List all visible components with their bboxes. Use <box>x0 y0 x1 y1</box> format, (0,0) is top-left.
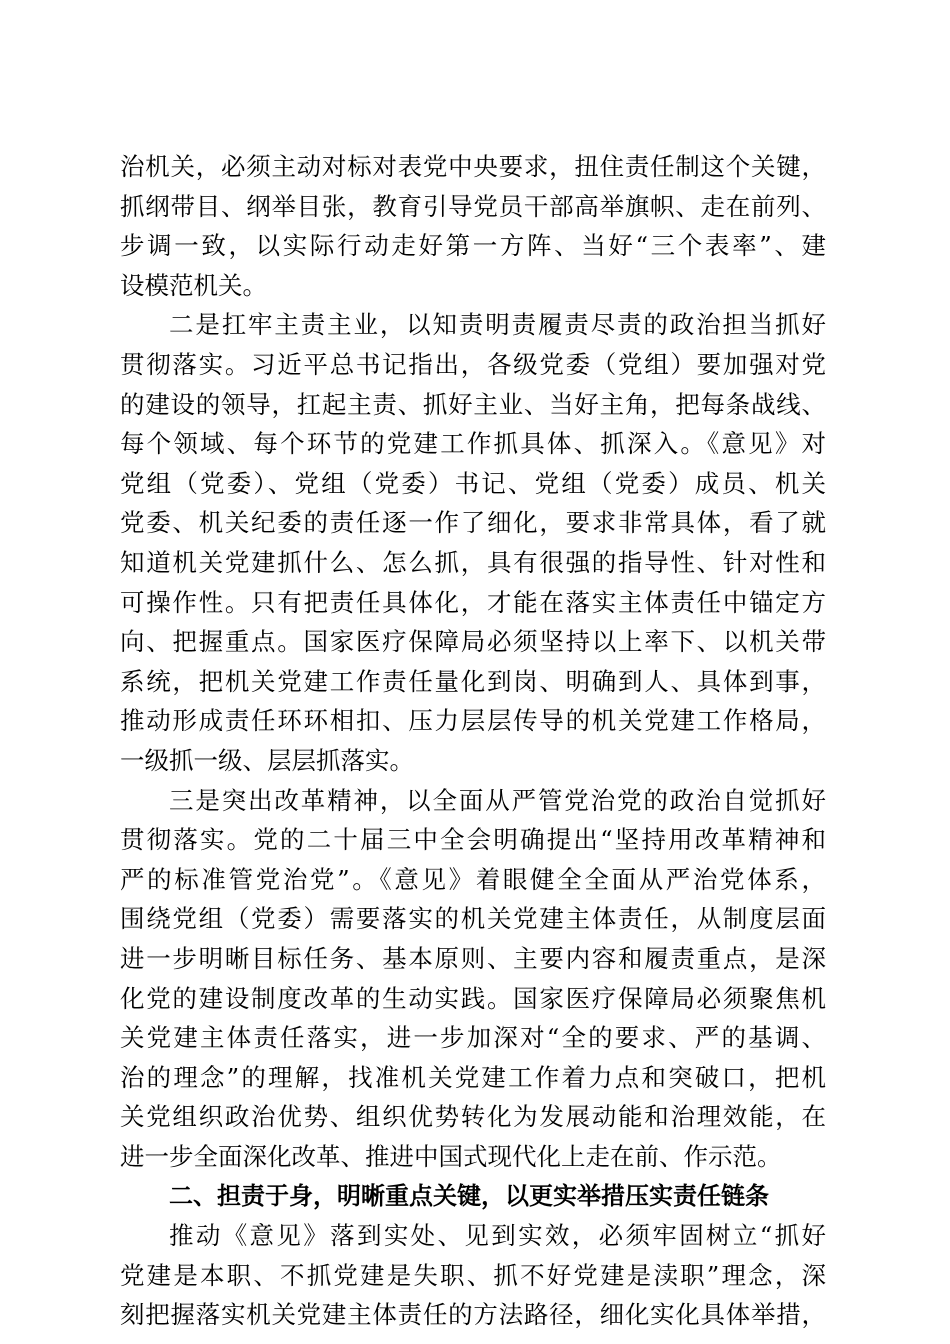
text-line: 知道机关党建抓什么、怎么抓，具有很强的指导性、针对性和 <box>120 548 826 577</box>
text-line: 治机关，必须主动对标对表党中央要求，扭住责任制这个关键， <box>120 152 826 181</box>
text-line: 关党建主体责任落实，进一步加深对“全的要求、严的基调、 <box>120 1023 826 1053</box>
paragraph-first-line: 推动《意见》落到实处、见到实效，必须牢固树立“抓好 <box>169 1221 826 1251</box>
text-line: 推动形成责任环环相扣、压力层层传导的机关党建工作格局， <box>120 706 826 736</box>
text-line: 一级抓一级、层层抓落实。 <box>120 746 414 775</box>
text-line: 围绕党组（党委）需要落实的机关党建主体责任，从制度层面 <box>120 904 826 934</box>
text-line: 进一步明晰目标任务、基本原则、主要内容和履责重点，是深 <box>120 944 826 973</box>
text-line: 化党的建设制度改革的生动实践。国家医疗保障局必须聚焦机 <box>120 983 826 1013</box>
text-line: 抓纲带目、纲举目张，教育引导党员干部高举旗帜、走在前列、 <box>120 191 826 221</box>
text-line: 党建是本职、不抓党建是失职、抓不好党建是渎职”理念，深 <box>120 1260 826 1290</box>
text-line: 刻把握落实机关党建主体责任的方法路径，细化实化具体举措， <box>120 1300 826 1330</box>
text-line: 每个领域、每个环节的党建工作抓具体、抓深入。《意见》对 <box>120 429 826 459</box>
text-line: 贯彻落实。党的二十届三中全会明确提出“坚持用改革精神和 <box>120 825 826 855</box>
text-line: 步调一致，以实际行动走好第一方阵、当好“三个表率”、建 <box>120 231 826 261</box>
text-line: 关党组织政治优势、组织优势转化为发展动能和治理效能，在 <box>120 1102 826 1132</box>
paragraph-first-line: 三是突出改革精神，以全面从严管党治党的政治自觉抓好 <box>169 785 826 815</box>
text-line: 可操作性。只有把责任具体化，才能在落实主体责任中锚定方 <box>120 587 826 617</box>
text-line: 严的标准管党治党”。《意见》着眼健全全面从严治党体系， <box>120 864 826 894</box>
text-line: 进一步全面深化改革、推进中国式现代化上走在前、作示范。 <box>120 1142 782 1171</box>
text-line: 党组（党委）、党组（党委）书记、党组（党委）成员、机关 <box>120 468 826 498</box>
text-line: 设模范机关。 <box>120 270 267 300</box>
text-line: 党委、机关纪委的责任逐一作了细化，要求非常具体，看了就 <box>120 508 826 538</box>
section-heading: 二、担责于身，明晰重点关键，以更实举措压实责任链条 <box>169 1181 769 1210</box>
text-line: 贯彻落实。习近平总书记指出，各级党委（党组）要加强对党 <box>120 350 826 379</box>
text-line: 的建设的领导，扛起主责、抓好主业、当好主角，把每条战线、 <box>120 389 826 419</box>
text-line: 向、把握重点。国家医疗保障局必须坚持以上率下、以机关带 <box>120 627 826 657</box>
paragraph-first-line: 二是扛牢主责主业，以知责明责履责尽责的政治担当抓好 <box>169 310 826 340</box>
text-line: 治的理念”的理解，找准机关党建工作着力点和突破口，把机 <box>120 1062 826 1092</box>
text-line: 系统，把机关党建工作责任量化到岗、明确到人、具体到事， <box>120 666 826 696</box>
